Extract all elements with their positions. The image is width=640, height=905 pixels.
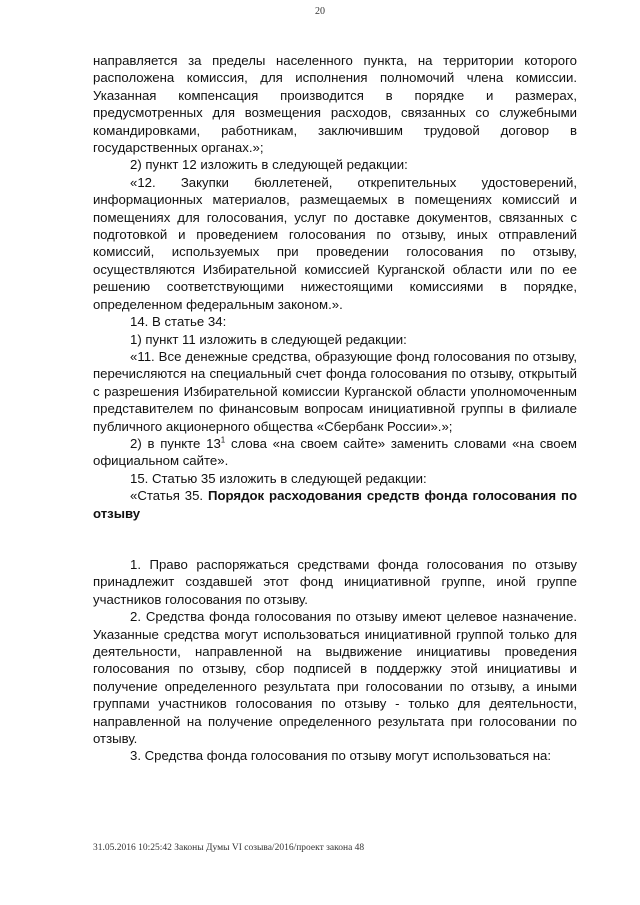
article-label: «Статья 35. — [130, 488, 208, 504]
footer: 31.05.2016 10:25:42 Законы Думы VI созыва/2016/проект закона 48 — [93, 843, 365, 853]
paragraph-text: 2) в пункте 13 — [130, 435, 221, 451]
paragraph: «11. Все денежные средства, образующие фонд голосования по отзыву, перечисляются на специальный счет фонда голосования по отзыву, открытый с разрешения Избирательной комиссии Курганской области уполномоченным представителем по финансовым вопросам инициативной группы в филиале публичного акционерного общества «Сбербанк России».»; — [93, 348, 577, 434]
article-title: Порядок расходования средств фонда голосования по отзыву — [93, 488, 577, 521]
document-body — [93, 52, 577, 765]
paragraph: 15. Статью 35 изложить в следующей редакции: — [130, 470, 427, 486]
paragraph-text: слова «на своем сайте» заменить словами «на своем официальном сайте». — [93, 435, 577, 469]
paragraph: 2. Средства фонда голосования по отзыву имеют целевое назначение. Указанные средства могут использоваться инициативной группой только для деятельности, направленной на выдвижение инициативы проведения голосования по отзыву, сбор подписей в поддержку этой инициативы и получение определенного результата при голосовании по отзыву, а иными группами участников голосования по отзыву - только для деятельности, направленной на получение определенного результата при голосовании по отзыву. — [93, 609, 577, 747]
article-heading — [93, 487, 577, 522]
paragraph: 1. Право распоряжаться средствами фонда голосования по отзыву принадлежит создавшей этот фонд инициативной группе, иной группе участников голосования по отзыву. — [93, 556, 577, 607]
spacer — [93, 522, 577, 556]
paragraph: 1) пункт 11 изложить в следующей редакции: — [130, 331, 407, 347]
paragraph: 14. В статье 34: — [130, 314, 227, 330]
page-number: 20 — [315, 6, 325, 17]
paragraph: 2) пункт 12 изложить в следующей редакции: — [130, 157, 408, 173]
paragraph: 3. Средства фонда голосования по отзыву могут использоваться на: — [130, 748, 552, 764]
superscript: 1 — [220, 435, 226, 445]
paragraph — [93, 435, 577, 470]
paragraph: направляется за пределы населенного пункта, на территории которого расположена комиссия, для исполнения полномочий члена комиссии. Указанная компенсация производится в порядке и размерах, предусмотренных для возмещения расходов, связанных со служебными командировками, работникам, заключившим трудовой договор в государственных органах.»; — [93, 53, 577, 156]
paragraph: «12. Закупки бюллетеней, открепительных удостоверений, информационных материалов, размещаемых в помещениях комиссий и помещениях для голосования, услуг по доставке документов, связанных с подготовкой и проведением голосования по отзыву, иных отправлений комиссий, используемых при проведении голосования по отзыву, осуществляются Избирательной комиссией Курганской области или по ее решению соответствующими нижестоящими комиссиями в порядке, определенном федеральным законом.». — [93, 174, 577, 312]
